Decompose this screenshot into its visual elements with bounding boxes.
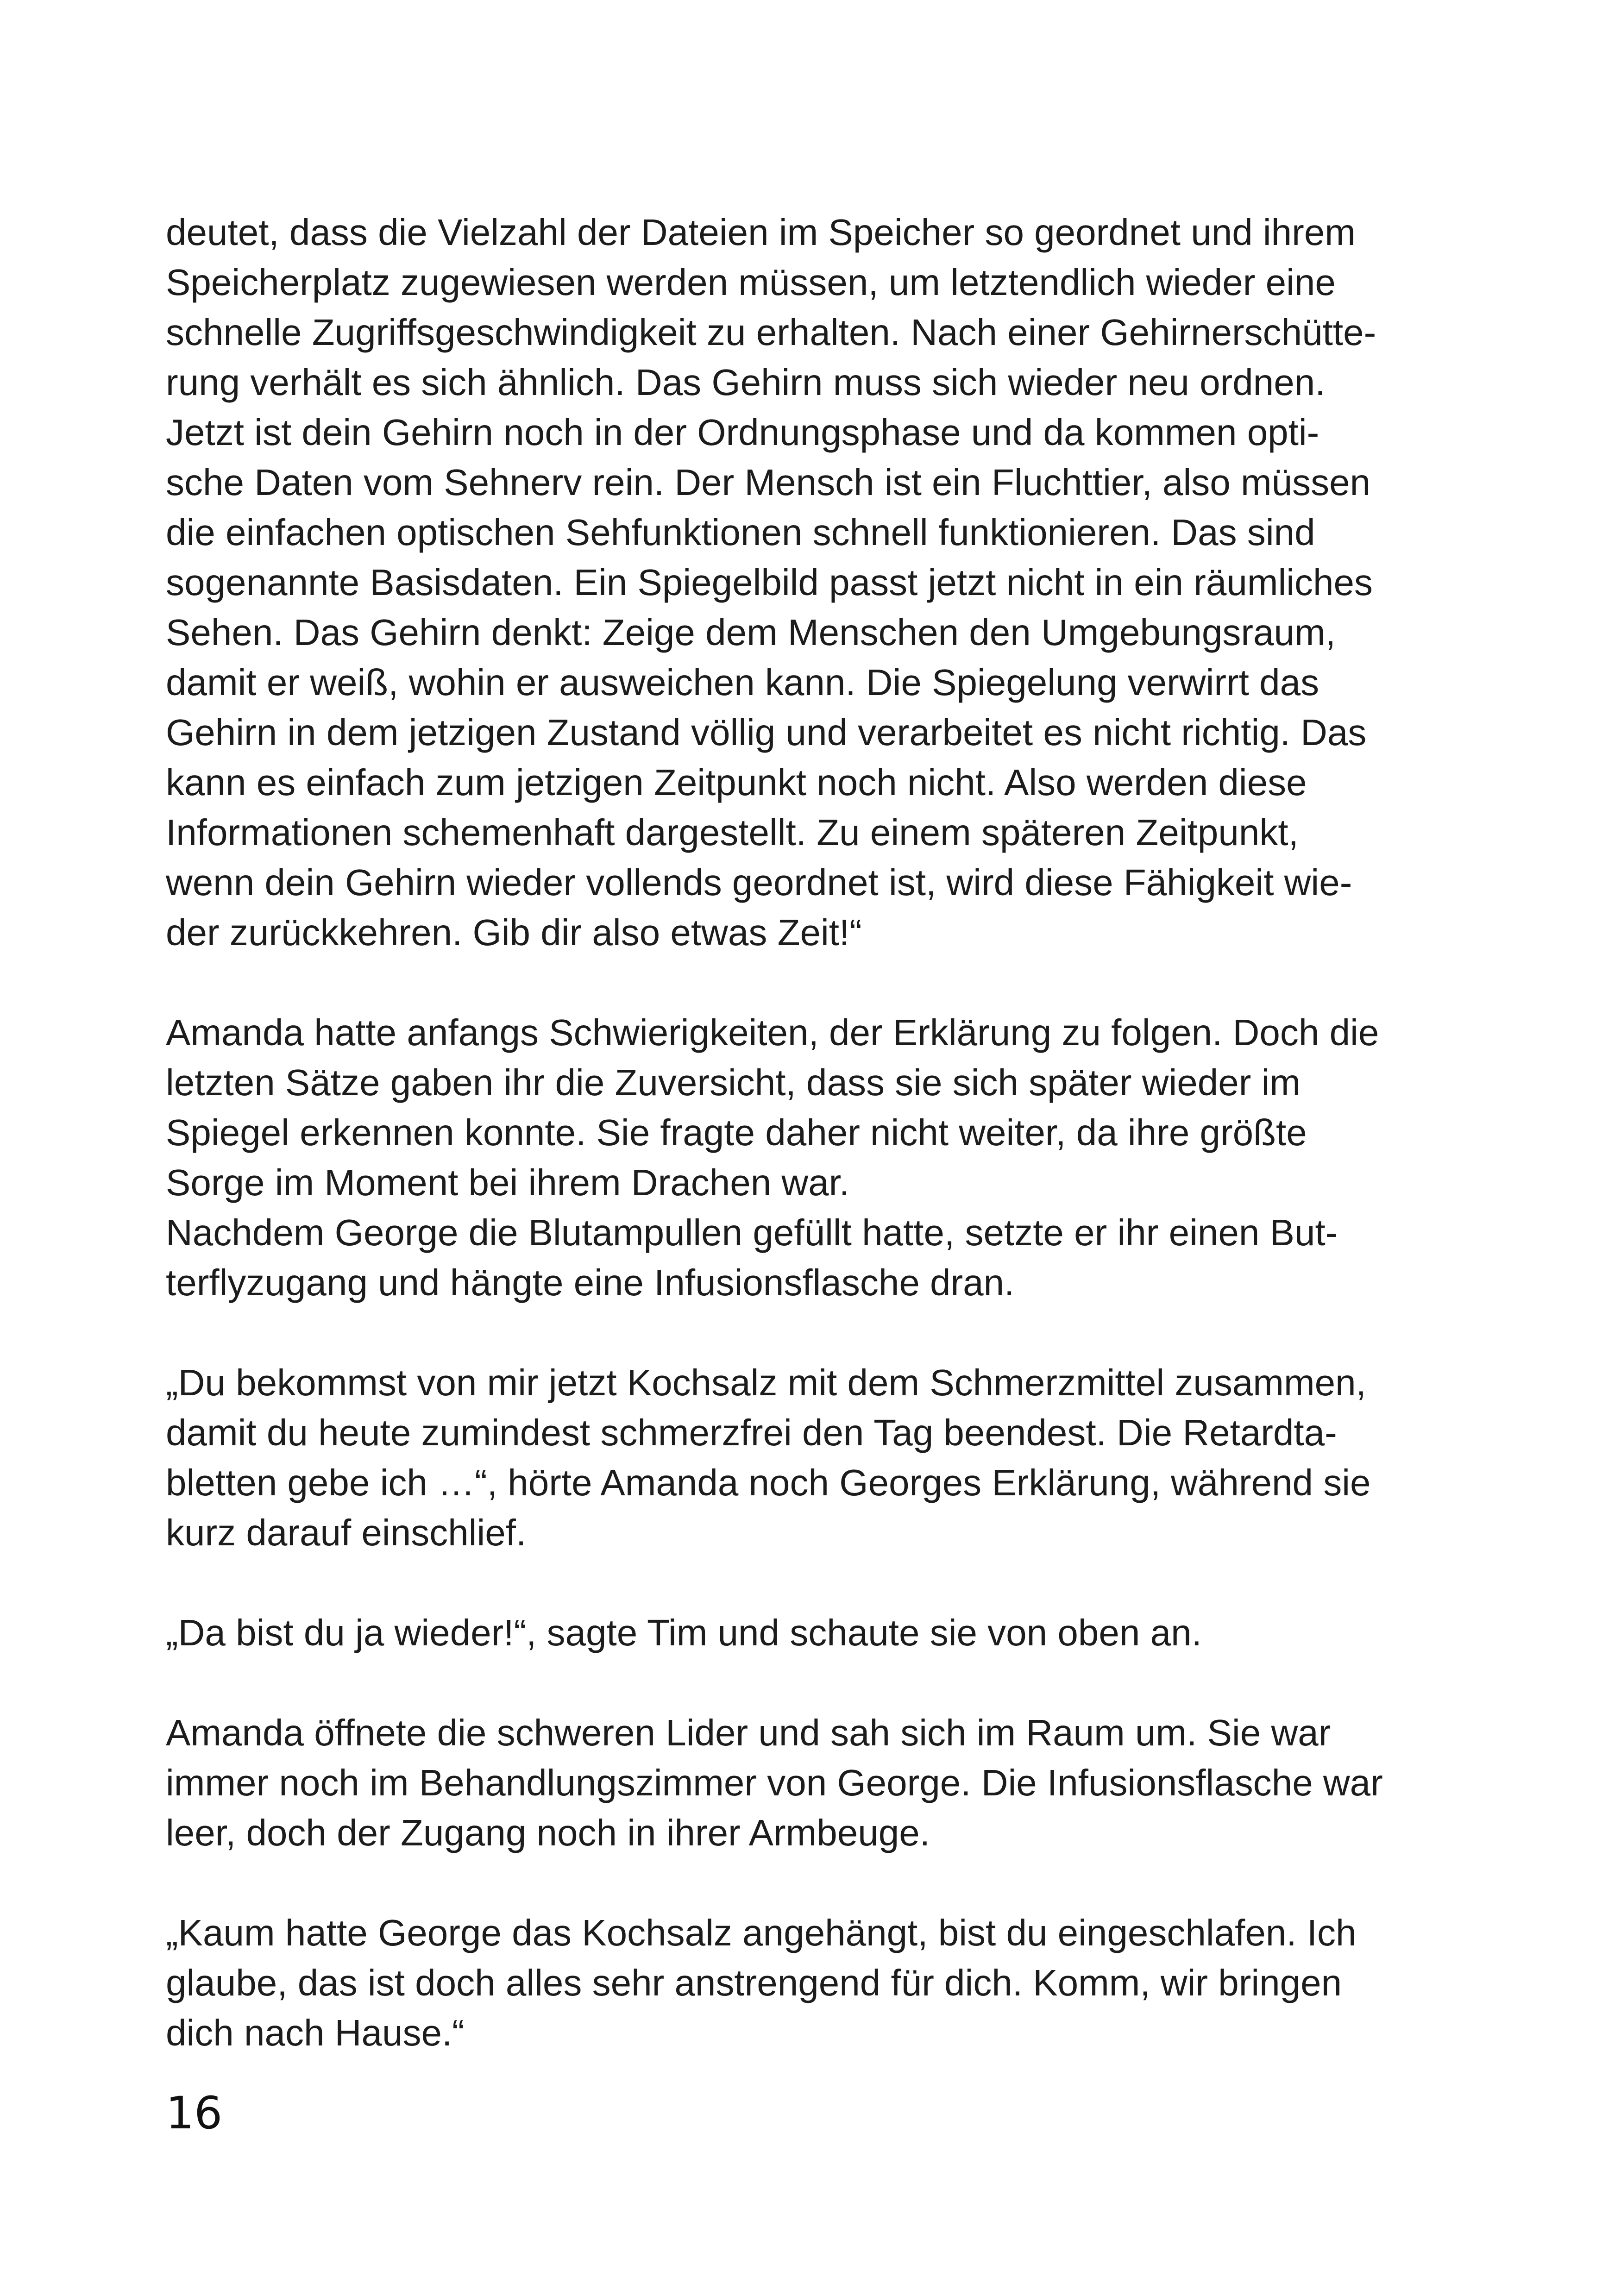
text-line: dich nach Hause.“	[166, 2012, 465, 2053]
body-text	[166, 207, 1453, 2058]
text-line: bletten gebe ich …“, hörte Amanda noch Georges Erklärung, während sie	[166, 1462, 1371, 1503]
text-line: glaube, das ist doch alles sehr anstrengend für dich. Komm, wir bringen	[166, 1962, 1342, 2003]
text-line: sogenannte Basisdaten. Ein Spiegelbild passt jetzt nicht in ein räumliches	[166, 562, 1373, 603]
text-line: „Kaum hatte George das Kochsalz angehängt, bist du eingeschlafen. Ich	[166, 1912, 1357, 1953]
text-line: wenn dein Gehirn wieder vollends geordnet ist, wird diese Fähigkeit wie-	[166, 862, 1352, 903]
text-line: schnelle Zugriffsgeschwindigkeit zu erhalten. Nach einer Gehirnerschütte-	[166, 312, 1376, 353]
text-line: letzten Sätze gaben ihr die Zuversicht, dass sie sich später wieder im	[166, 1062, 1301, 1103]
text-line: leer, doch der Zugang noch in ihrer Armbeuge.	[166, 1812, 930, 1853]
text-line: Sehen. Das Gehirn denkt: Zeige dem Menschen den Umgebungsraum,	[166, 612, 1336, 653]
paragraph-george-blood	[166, 1208, 1453, 1308]
text-line: „Da bist du ja wieder!“, sagte Tim und schaute sie von oben an.	[166, 1612, 1202, 1653]
paragraph-amanda-difficulties	[166, 1008, 1453, 1208]
text-line: der zurückkehren. Gib dir also etwas Zeit!“	[166, 912, 862, 953]
text-line: Spiegel erkennen konnte. Sie fragte daher nicht weiter, da ihre größte	[166, 1112, 1307, 1153]
text-line: damit du heute zumindest schmerzfrei den Tag beendest. Die Retardta-	[166, 1412, 1337, 1453]
paragraph-going-home	[166, 1908, 1453, 2058]
text-line: Amanda öffnete die schweren Lider und sah sich im Raum um. Sie war	[166, 1712, 1331, 1753]
paragraph-saline	[166, 1358, 1453, 1558]
paragraph-explanation	[166, 207, 1453, 958]
text-line: Gehirn in dem jetzigen Zustand völlig und verarbeitet es nicht richtig. Das	[166, 712, 1367, 753]
text-line: terflyzugang und hängte eine Infusionsflasche dran.	[166, 1262, 1015, 1303]
paragraph-tim-greeting	[166, 1608, 1453, 1658]
text-line: damit er weiß, wohin er ausweichen kann. Die Spiegelung verwirrt das	[166, 662, 1319, 703]
text-line: kann es einfach zum jetzigen Zeitpunkt noch nicht. Also werden diese	[166, 762, 1307, 803]
text-line: deutet, dass die Vielzahl der Dateien im Speicher so geordnet und ihrem	[166, 212, 1356, 253]
text-line: „Du bekommst von mir jetzt Kochsalz mit dem Schmerzmittel zusammen,	[166, 1362, 1366, 1403]
text-line: Nachdem George die Blutampullen gefüllt hatte, setzte er ihr einen But-	[166, 1212, 1338, 1253]
text-line: Jetzt ist dein Gehirn noch in der Ordnungsphase und da kommen opti-	[166, 412, 1319, 453]
text-line: Speicherplatz zugewiesen werden müssen, um letztendlich wieder eine	[166, 262, 1336, 303]
text-line: Informationen schemenhaft dargestellt. Zu einem späteren Zeitpunkt,	[166, 812, 1299, 853]
text-line: die einfachen optischen Sehfunktionen schnell funktionieren. Das sind	[166, 512, 1315, 553]
paragraph-amanda-wakes	[166, 1708, 1453, 1858]
text-line: kurz darauf einschlief.	[166, 1512, 527, 1553]
text-line: Sorge im Moment bei ihrem Drachen war.	[166, 1162, 850, 1203]
page-number: 16	[166, 2087, 223, 2139]
text-line: Amanda hatte anfangs Schwierigkeiten, der Erklärung zu folgen. Doch die	[166, 1012, 1379, 1053]
text-line: immer noch im Behandlungszimmer von George. Die Infusionsflasche war	[166, 1762, 1383, 1803]
text-line: rung verhält es sich ähnlich. Das Gehirn muss sich wieder neu ordnen.	[166, 362, 1326, 403]
text-line: sche Daten vom Sehnerv rein. Der Mensch ist ein Fluchttier, also müssen	[166, 462, 1371, 503]
